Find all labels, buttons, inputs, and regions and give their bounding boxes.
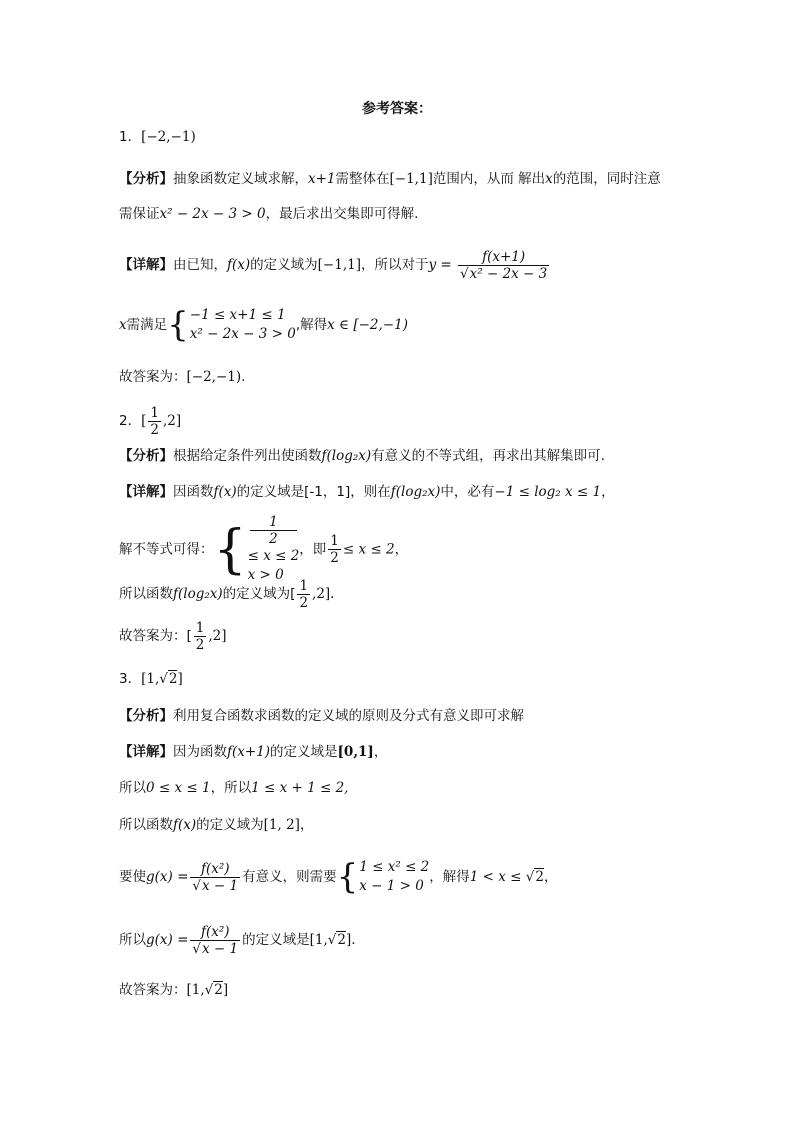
text: 要使 xyxy=(119,869,146,885)
page-title: 参考答案： xyxy=(362,101,432,117)
text: . xyxy=(241,369,246,385)
system-row xyxy=(248,514,300,566)
left-brace: { xyxy=(213,519,247,580)
math: f(log₂x) xyxy=(321,448,372,464)
radicand: x − 1 xyxy=(202,877,239,894)
math: [1, xyxy=(309,932,328,948)
q3-step3-line xyxy=(119,855,557,899)
math: [1, 2] xyxy=(263,817,300,833)
text: 中，必有 xyxy=(440,484,495,500)
text: 所以 xyxy=(119,780,146,796)
text: 需整体在 xyxy=(335,171,390,187)
math: f(x+1) xyxy=(227,744,271,760)
radicand: 2 xyxy=(168,671,178,687)
text: 抽象函数定义域求解， xyxy=(173,171,308,187)
numerator: 1 xyxy=(330,533,339,549)
numerator: 1 xyxy=(299,577,309,594)
analysis-tag: 【分析】 xyxy=(119,708,173,724)
system-row: x > 0 xyxy=(247,567,284,583)
q2-domain-line xyxy=(119,576,334,612)
denominator: 2 xyxy=(299,594,309,611)
fraction xyxy=(458,249,549,282)
text: ， xyxy=(299,817,314,833)
denominator: 2 xyxy=(269,531,278,547)
text: ，即 xyxy=(299,541,327,558)
radicand: 2 xyxy=(337,932,346,948)
math: [−2,−1) xyxy=(186,369,242,385)
left-brace: { xyxy=(336,857,359,897)
math: f(x) xyxy=(227,257,251,273)
text: 所以函数 xyxy=(119,586,173,602)
text: 故答案为： xyxy=(119,982,187,998)
math: f(x) xyxy=(213,484,237,500)
text: 解不等式可得： xyxy=(119,541,214,558)
math: ≤ x ≤ 2 xyxy=(247,548,300,564)
math: ] xyxy=(222,982,229,998)
math: [−1,1] xyxy=(389,171,433,187)
math: [ xyxy=(141,413,147,429)
radicand: 2 xyxy=(535,869,544,885)
math: ,2] xyxy=(208,628,227,644)
math: 1 ≤ x + 1 ≤ 2, xyxy=(251,780,349,796)
text: ，最后求出交集即可得解. xyxy=(265,206,419,222)
text: ,解得 xyxy=(295,317,328,333)
text: 所以 xyxy=(119,932,146,948)
q1-detail-line xyxy=(119,247,551,283)
text: 有意义，则需要 xyxy=(242,869,337,885)
text: 由已知， xyxy=(173,257,227,273)
math: [−1,1] xyxy=(317,257,361,273)
q1-analysis-line-2 xyxy=(119,204,418,224)
text: 有意义的不等式组，再求出其解集即可. xyxy=(371,448,605,464)
denominator: 2 xyxy=(150,421,159,438)
q1-analysis-line xyxy=(119,169,661,189)
inequality-system xyxy=(359,858,429,896)
text: 需满足 xyxy=(126,317,168,333)
math: ,2] xyxy=(162,413,182,429)
numerator: 1 xyxy=(150,404,159,421)
text: ， xyxy=(601,484,615,500)
q1-condition-line xyxy=(119,305,408,345)
fraction xyxy=(148,405,161,438)
q2-final-line xyxy=(119,618,227,654)
fraction xyxy=(194,620,207,653)
denominator: √x − 1 xyxy=(192,877,239,894)
root: √2 xyxy=(204,982,223,998)
text: 故答案为： xyxy=(119,369,187,385)
numerator: f(x²) xyxy=(190,861,240,878)
fraction xyxy=(190,861,240,894)
inequality-system xyxy=(248,514,300,585)
text: 的定义域是 xyxy=(242,932,310,948)
math: x xyxy=(119,317,127,333)
math: ,2]. xyxy=(312,586,335,602)
text: 的定义域是[-1，1]，则在 xyxy=(236,484,391,500)
text: 的定义域为 xyxy=(250,257,318,273)
text: 因为函数 xyxy=(173,744,227,760)
denominator: 2 xyxy=(195,636,205,653)
math: x² − 2x − 3 > 0 xyxy=(159,206,266,222)
detail-tag: 【详解】 xyxy=(119,257,173,273)
math: ≤ x ≤ 2 xyxy=(342,541,395,558)
denominator: √x² − 2x − 3 xyxy=(460,265,548,282)
radicand: x − 1 xyxy=(202,940,239,957)
q3-step4-line xyxy=(119,918,356,962)
text: ，解得 xyxy=(429,869,470,885)
math: g(x) = xyxy=(146,869,189,885)
inequality-system xyxy=(190,306,296,344)
q1-answer-line xyxy=(119,127,196,147)
text: ， xyxy=(394,541,409,558)
left-brace: { xyxy=(167,305,189,345)
system-row: 1 ≤ x² ≤ 2 xyxy=(359,859,430,875)
math: y = xyxy=(428,257,452,273)
math: ]. xyxy=(345,932,356,948)
q2-solve-line xyxy=(119,514,408,585)
fraction xyxy=(328,533,341,566)
root: √2 xyxy=(525,869,544,885)
math: 0 ≤ x ≤ 1 xyxy=(146,780,211,796)
math: g(x) = xyxy=(146,932,189,948)
text: ， xyxy=(543,869,558,885)
fraction xyxy=(297,578,310,611)
q3-final-line xyxy=(119,980,228,1000)
q1-number: 1． xyxy=(119,129,142,145)
numerator: 1 xyxy=(250,514,298,531)
analysis-tag: 【分析】 xyxy=(119,171,173,187)
text: 的定义域为 xyxy=(196,817,264,833)
text: 的定义域为[ xyxy=(222,586,296,602)
text: 因函数 xyxy=(173,484,214,500)
text: 利用复合函数求函数的定义域的原则及分式有意义即可求解 xyxy=(173,708,524,724)
text: 的范围，同时注意 xyxy=(552,171,661,187)
system-row: −1 ≤ x+1 ≤ 1 xyxy=(189,307,286,323)
denominator: 2 xyxy=(330,550,339,566)
q2-number: 2． xyxy=(119,413,142,429)
math: [0,1] xyxy=(337,744,374,760)
math: f(x) xyxy=(173,817,197,833)
text: ， xyxy=(373,744,388,760)
math: [1, xyxy=(186,982,205,998)
math: f(log₂x) xyxy=(173,586,223,602)
root: √2 xyxy=(159,671,178,687)
math: x ∈ [−2,−1) xyxy=(327,317,408,333)
q3-step1-line xyxy=(119,778,348,798)
fraction xyxy=(250,514,298,547)
radicand: x² − 2x − 3 xyxy=(469,265,548,282)
detail-tag: 【详解】 xyxy=(119,744,173,760)
q3-step2-line xyxy=(119,815,313,835)
q1-final-line xyxy=(119,367,245,387)
q3-answer-line xyxy=(119,669,183,689)
q2-analysis-line xyxy=(119,446,605,466)
math: ] xyxy=(177,671,183,687)
q3-detail-line xyxy=(119,742,387,762)
math: f(log₂x) xyxy=(390,484,441,500)
math: x+1 xyxy=(308,171,336,187)
detail-tag: 【详解】 xyxy=(119,484,173,500)
math: x xyxy=(545,171,553,187)
text: ，所以对于 xyxy=(360,257,429,273)
q1-answer: [−2,−1) xyxy=(141,129,196,145)
text: 根据给定条件列出使函数 xyxy=(173,448,322,464)
q3-number: 3． xyxy=(119,671,142,687)
system-row: x² − 2x − 3 > 0 xyxy=(189,326,296,342)
fraction xyxy=(190,924,240,957)
numerator: f(x²) xyxy=(190,924,240,941)
text: 需保证 xyxy=(119,206,160,222)
q3-analysis-line xyxy=(119,706,524,726)
math: [1, xyxy=(141,671,160,687)
numerator: f(x+1) xyxy=(458,249,549,266)
text: 的定义域是 xyxy=(270,744,338,760)
math: 1 < x ≤ xyxy=(469,869,526,885)
text: 范围内，从而 解出 xyxy=(432,171,546,187)
q2-detail-line xyxy=(119,482,615,502)
denominator: √x − 1 xyxy=(192,940,239,957)
math: −1 ≤ log₂ x ≤ 1 xyxy=(494,484,602,500)
text: 所以函数 xyxy=(119,817,173,833)
analysis-tag: 【分析】 xyxy=(119,448,173,464)
system-row: x − 1 > 0 xyxy=(359,878,424,894)
root: √2 xyxy=(327,932,346,948)
radicand: 2 xyxy=(214,982,223,998)
text: 故答案为：[ xyxy=(119,628,192,644)
text: ，所以 xyxy=(210,780,252,796)
numerator: 1 xyxy=(195,619,205,636)
q2-answer-line xyxy=(119,403,181,439)
